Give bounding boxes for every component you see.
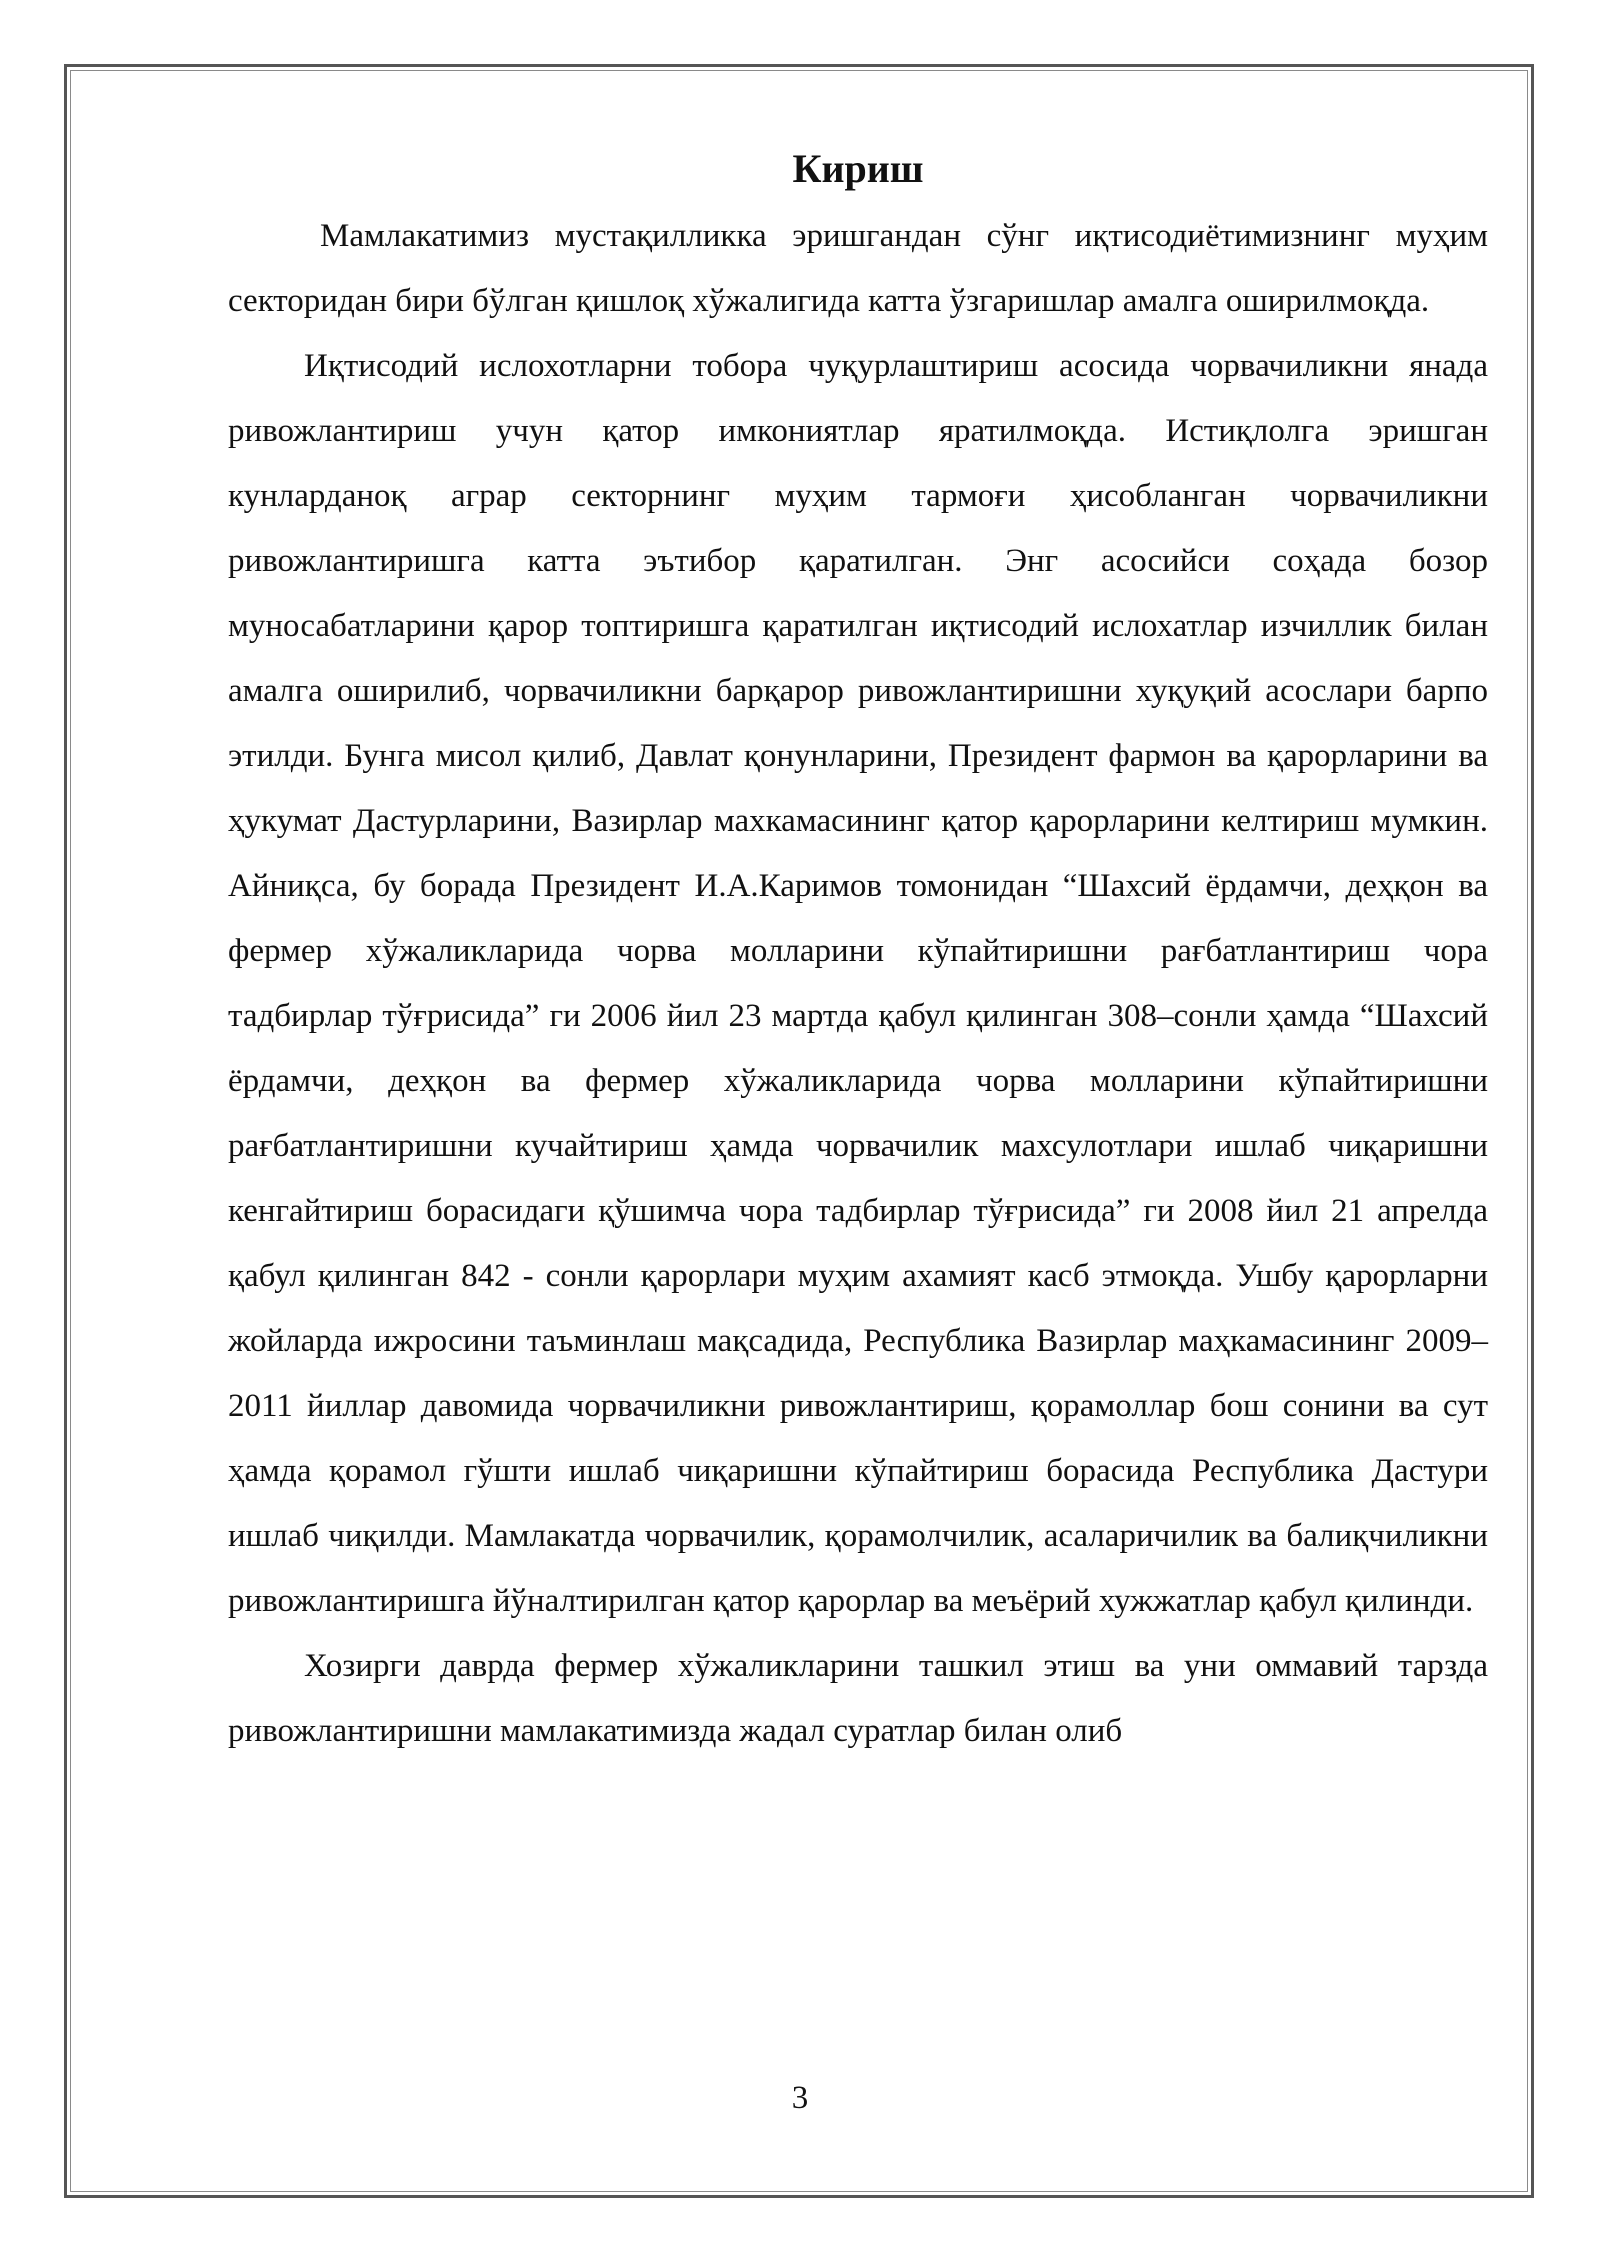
paragraph-2: Иқтисодий ислохотларни тобора чуқурлаштириш асосида чорвачиликни янада ривожлантириш учун қатор имкониятлар яратилмоқда. Истиқлолга эришган кунларданоқ аграр секторнинг муҳим тармоғи ҳисобланган чорвачиликни ривожлантиришга катта эътибор қаратилган. Энг асосийси соҳада бозор муносабатларини қарор топтиришга қаратилган иқтисодий ислохатлар изчиллик билан амалга оширилиб, чорвачиликни барқарор ривожлантиришни хуқуқий асослари барпо этилди. Бунга мисол қилиб, Давлат қонунларини, Президент фармон ва қарорларини ва ҳукумат Дастурларини, Вазирлар махкамасининг қатор қарорларини келтириш мумкин. Айниқса, бу борада Президент И.А.Каримов томонидан “Шахсий ёрдамчи, деҳқон ва фермер хўжаликларида чорва молларини кўпайтиришни рағбатлантириш чора тадбирлар тўғрисида” ги 2006 йил 23 мартда қабул қилинган 308–сонли ҳамда “Шахсий ёрдамчи, деҳқон ва фермер хўжаликларида чорва молларини кўпайтиришни рағбатлантиришни кучайтириш ҳамда чорвачилик махсулотлари ишлаб чиқаришни кенгайтириш борасидаги қўшимча чора тадбирлар тўғрисида” ги 2008 йил 21 апрелда қабул қилинган 842 - сонли қарорлари муҳим ахамият касб этмоқда. Ушбу қарорларни жойларда ижросини таъминлаш мақсадида, Республика Вазирлар маҳкамасининг 2009–2011 йиллар давомида чорвачиликни ривожлантириш, қорамоллар бош сонини ва сут ҳамда қорамол гўшти ишлаб чиқаришни кўпайтириш борасида Республика Дастури ишлаб чиқилди. Мамлакатда чорвачилик, қорамолчилик, асаларичилик ва балиқчиликни ривожлантиришга йўналтирилган қатор қарорлар ва меъёрий хужжатлар қабул қилинди. xyxy=(228,348,1488,1619)
document-body xyxy=(228,138,1488,1764)
paragraph-3: Хозирги даврда фермер хўжаликларини ташкил этиш ва уни оммавий тарзда ривожлантиришни мамлакатимизда жадал суратлар билан олиб xyxy=(228,1648,1488,1749)
section-title: Кириш xyxy=(792,146,924,191)
paragraph-1: Мамлакатимиз мустақилликка эришгандан сўнг иқтисодиётимизнинг муҳим секторидан бири бўлган қишлоқ хўжалигида катта ўзгаришлар амалга оширилмоқда. xyxy=(228,218,1488,319)
page-number: 3 xyxy=(791,2080,809,2116)
